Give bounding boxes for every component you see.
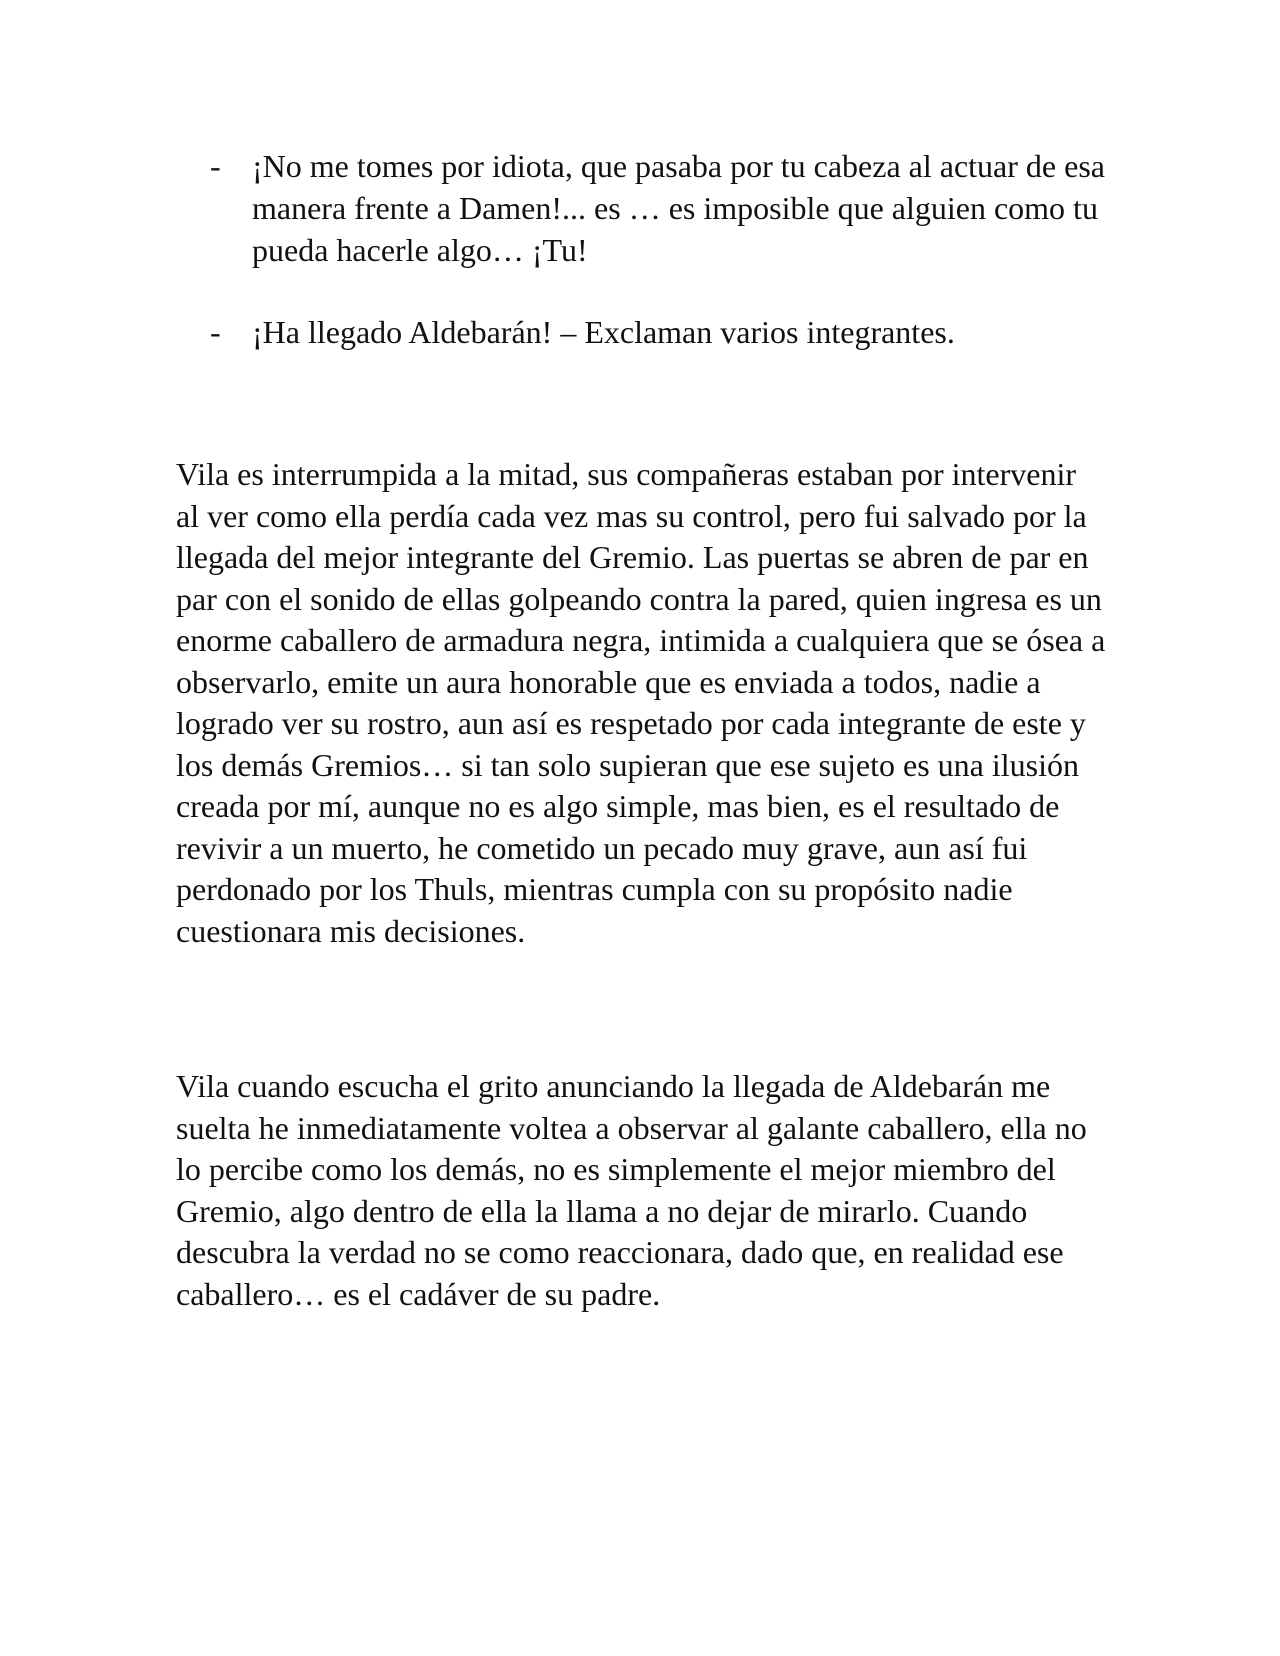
paragraph: Vila cuando escucha el grito anunciando la llegada de Aldebarán me suelta he inmediatamente voltea a observar al galante caballero, ella no lo percibe como los demás, no es simplemente el mejor miembro del Gremio, algo dentro de ella la llama a no dejar de mirarlo. Cuando descubra la verdad no se como reaccionara, dado que, en realidad ese caballero… es el cadáver de su padre.	[176, 1068, 1087, 1312]
dialogue-list	[210, 145, 1110, 353]
dialogue-line	[210, 145, 1110, 271]
dialogue-dash: -	[210, 314, 221, 350]
dialogue-text: ¡No me tomes por idiota, que pasaba por tu cabeza al actuar de esa manera frente a Damen!... es … es imposible que alguien como tu pueda hacerle algo… ¡Tu!	[252, 148, 1105, 268]
paragraph: Vila es interrumpida a la mitad, sus compañeras estaban por intervenir al ver como ella perdía cada vez mas su control, pero fui salvado por la llegada del mejor integrante del Gremio. Las puertas se abren de par en par con el sonido de ellas golpeando contra la pared, quien ingresa es un enorme caballero de armadura negra, intimida a cualquiera que se ósea a observarlo, emite un aura honorable que es enviada a todos, nadie a logrado ver su rostro, aun así es respetado por cada integrante de este y los demás Gremios… si tan solo supieran que ese sujeto es una ilusión creada por mí, aunque no es algo simple, mas bien, es el resultado de revivir a un muerto, he cometido un pecado muy grave, aun así fui perdonado por los Thuls, mientras cumpla con su propósito nadie cuestionara mis decisiones.	[176, 456, 1106, 949]
dialogue-line	[210, 311, 1110, 353]
dialogue-text: ¡Ha llegado Aldebarán! – Exclaman varios integrantes.	[252, 314, 955, 350]
dialogue-dash: -	[210, 148, 221, 184]
